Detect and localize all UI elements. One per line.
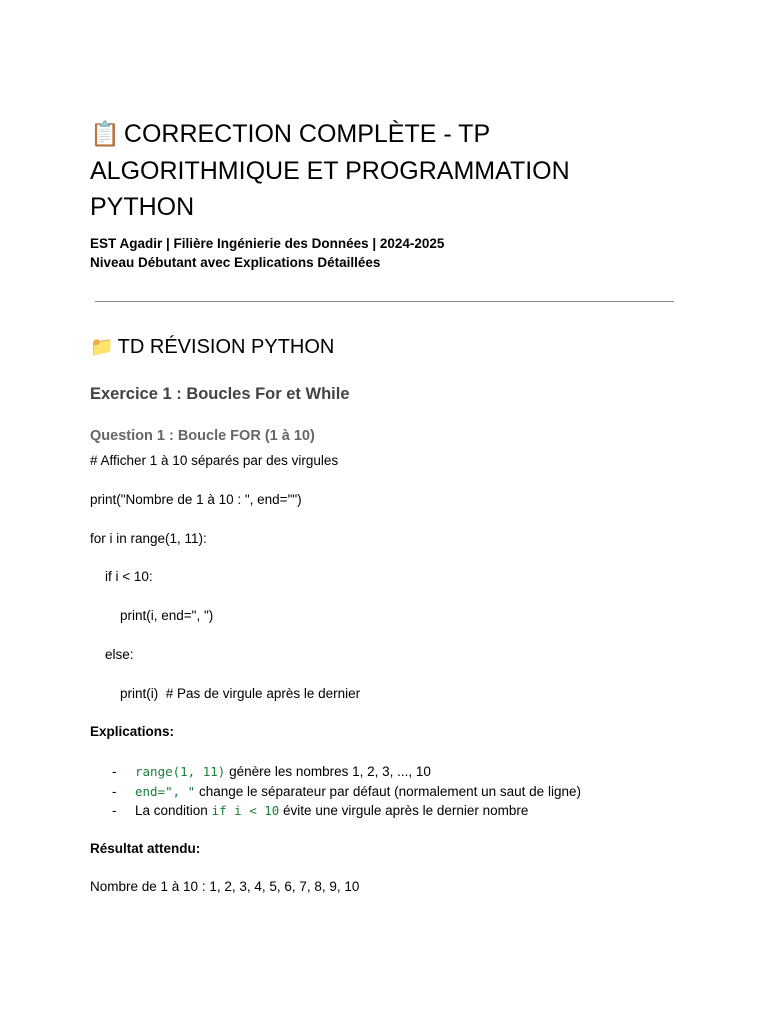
horizontal-divider bbox=[95, 301, 674, 302]
explanations-label: Explications: bbox=[90, 724, 175, 739]
document-meta bbox=[90, 234, 444, 272]
list-item-text: change le séparateur par défaut (normalement un saut de ligne) bbox=[195, 783, 581, 799]
folder-icon: 📁 bbox=[90, 337, 114, 358]
question-title: Question 1 : Boucle FOR (1 à 10) bbox=[90, 428, 315, 444]
code-line: print("Nombre de 1 à 10 : ", end="") bbox=[90, 492, 302, 507]
document-title-text: CORRECTION COMPLÈTE - TP ALGORITHMIQUE ET PROGRAMMATION PYTHON bbox=[90, 120, 570, 221]
explanations-list bbox=[90, 762, 581, 821]
meta-line-level: Niveau Débutant avec Explications Détaillées bbox=[90, 255, 381, 270]
list-dash: - bbox=[112, 803, 117, 818]
code-line: for i in range(1, 11): bbox=[90, 531, 207, 546]
result-value: Nombre de 1 à 10 : 1, 2, 3, 4, 5, 6, 7, 8, 9, 10 bbox=[90, 879, 360, 894]
exercise-title: Exercice 1 : Boucles For et While bbox=[90, 385, 350, 403]
code-line: else: bbox=[90, 647, 134, 662]
inline-code: if i < 10 bbox=[211, 803, 280, 818]
code-line: if i < 10: bbox=[90, 569, 153, 584]
inline-code: end=", " bbox=[135, 783, 196, 799]
list-dash: - bbox=[112, 764, 117, 779]
list-item-text: génère les nombres 1, 2, 3, ..., 10 bbox=[225, 764, 431, 779]
inline-code: range(1, 11) bbox=[135, 764, 226, 779]
list-item bbox=[90, 801, 581, 821]
meta-line-school: EST Agadir | Filière Ingénierie des Données | 2024-2025 bbox=[90, 236, 445, 251]
list-item bbox=[90, 762, 581, 782]
list-item-text: évite une virgule après le dernier nombre bbox=[279, 803, 529, 818]
code-line: print(i, end=", ") bbox=[90, 608, 214, 623]
result-label: Résultat attendu: bbox=[90, 841, 201, 856]
document-title bbox=[90, 116, 650, 225]
list-dash: - bbox=[112, 783, 117, 799]
section-title-text: TD RÉVISION PYTHON bbox=[117, 336, 335, 358]
code-line: print(i) # Pas de virgule après le dernier bbox=[90, 686, 361, 701]
section-title bbox=[90, 333, 334, 362]
list-item-prefix: La condition bbox=[135, 803, 212, 818]
code-line: # Afficher 1 à 10 séparés par des virgules bbox=[90, 453, 339, 468]
list-item bbox=[90, 782, 581, 802]
clipboard-icon: 📋 bbox=[90, 121, 120, 148]
